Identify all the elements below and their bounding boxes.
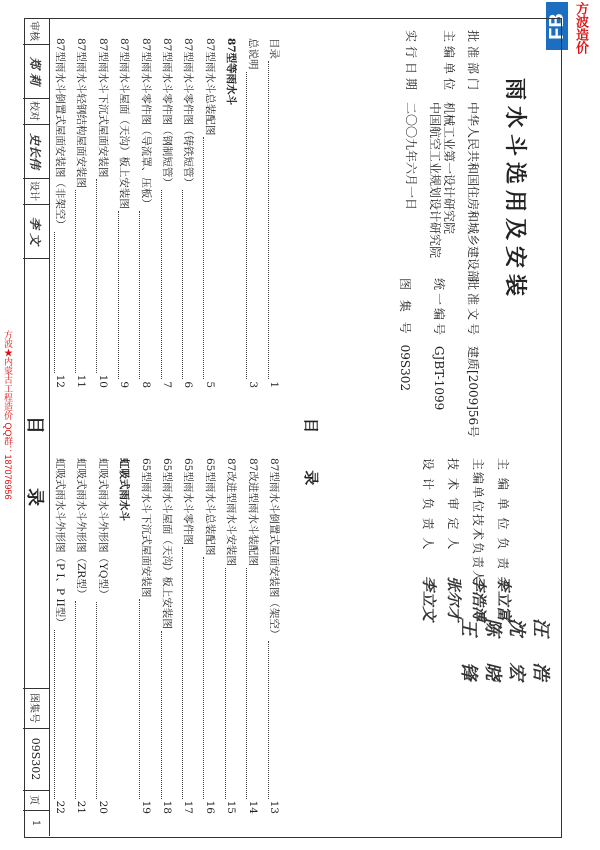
margin-signature: 沈 宏 (506, 618, 527, 691)
toc-entry (156, 38, 177, 388)
title-block (23, 18, 50, 836)
toc-leader-dots (182, 190, 183, 379)
toc-page-number: 19 (139, 800, 152, 814)
toc-leader-dots (139, 599, 140, 798)
check-label: 校对 (23, 98, 49, 125)
editor-row: 主编单位 机械工业第一设计研究院 中国航空工业规划设计研究院 (428, 30, 456, 259)
qq-group-watermark: 方波★内蒙古工程造价 QQ群：187076956 (3, 330, 13, 500)
toc-leader-dots (225, 568, 226, 799)
toc-leader-dots (161, 190, 162, 379)
margin-signature: 王 锋 (458, 618, 479, 691)
toc-entry-title: 虹吸式雨水斗外形图（YQ型） (96, 458, 109, 600)
toc-section-heading (113, 458, 134, 814)
atlas-number: 09S302 (23, 728, 49, 791)
toc-leader-dots (54, 232, 55, 373)
document-title: 雨水斗选用及安装 (502, 78, 528, 303)
toc-entry-title: 87型雨水斗零件图（钢制短管） (160, 38, 173, 188)
unified-no-row: 统一编号GJBT-1099 (432, 278, 446, 411)
toc-leader-dots (161, 631, 162, 799)
signature-name: 李浩溥 (470, 576, 488, 622)
toc-page-number: 7 (160, 381, 173, 388)
atlas-label: 图集号 (23, 688, 49, 729)
toc-entry (134, 38, 155, 388)
toc-page-number: 6 (182, 381, 195, 388)
toc-page-number: 22 (53, 800, 66, 814)
toc-leader-dots (118, 211, 119, 379)
toc-page-number: 14 (246, 800, 259, 814)
toc-entry-title: 65型雨水斗总装配图 (203, 458, 216, 556)
toc-entry (156, 458, 177, 814)
date-row: 实行日期 二〇〇九年六月一日 (404, 30, 418, 211)
review-signature: 郑 莉 (23, 44, 49, 99)
toc-entry (198, 458, 219, 814)
toc-page-number: 8 (139, 381, 152, 388)
toc-entry (177, 38, 198, 388)
toc-entry-title: 87型雨水斗零件图（导流罩、压板） (139, 38, 152, 209)
toc-entry-title: 87型雨水斗倒置式屋面安装图（非架空） (53, 38, 66, 230)
toc-entry (91, 38, 112, 388)
signature-name: 李立文 (420, 576, 438, 622)
toc-leader-dots (75, 601, 76, 798)
approval-dept-row: 批准部门 中华人民共和国住房和城乡建设部 (466, 30, 480, 283)
toc-entry-title: 87型雨水斗轻钢结构屋面安装图 (75, 38, 88, 188)
signature-row (491, 458, 516, 621)
signature-role: 设 计 负 责 人 (421, 458, 435, 552)
design-label: 设计 (23, 178, 49, 205)
toc-entry-title: 87型雨水斗总装配图 (203, 38, 216, 136)
toc-entry-title: 87型等雨水斗 (225, 38, 238, 106)
page-label: 页 (23, 790, 49, 811)
margin-signature: 汪 浩 (530, 618, 551, 691)
signature-row (441, 458, 466, 621)
signature-role: 技 术 审 定 人 (446, 458, 460, 552)
toc-leader-dots (54, 630, 55, 799)
toc-entry-title: 87型雨水斗屋面（天沟）板上安装图 (118, 38, 131, 209)
toc-page-number: 11 (75, 374, 88, 388)
toc-page-number: 5 (203, 381, 216, 388)
signature-row (466, 458, 491, 621)
toc-entry (241, 458, 262, 814)
design-signature: 李 文 (23, 204, 49, 259)
toc-leader-dots (203, 137, 204, 379)
toc-entry (113, 38, 134, 388)
toc-entry-title: 87型雨水斗倒置式屋面安装图（架空） (268, 458, 280, 640)
toc-entry (198, 38, 219, 388)
toc-entry (220, 458, 241, 814)
toc-entry-title: 总说明 (246, 38, 259, 70)
toc-page-number: 21 (75, 800, 88, 814)
brand-watermark: 方波造价 (574, 2, 589, 54)
toc-page-number: 9 (118, 381, 131, 388)
toc-page-number: 1 (268, 381, 280, 388)
toc-entry (49, 38, 70, 388)
toc-entry (263, 458, 284, 814)
signature-name: 张尔才 (445, 576, 463, 622)
toc-entry-title: 87改进型雨水斗安装图 (225, 458, 238, 566)
check-signature: 史长伟 (23, 124, 49, 179)
margin-signatures (456, 618, 552, 690)
toc-entry-title: 目录 (268, 38, 280, 59)
toc-left-column (49, 38, 284, 388)
toc-entry-title: 87改进型雨水斗装配图 (246, 458, 259, 566)
toc-leader-dots (75, 190, 76, 373)
cover-info-right (392, 278, 486, 437)
toc-entry-title: 虹吸式雨水斗 (118, 458, 131, 521)
signature-block (416, 458, 516, 621)
signature-role: 主编单位技术负责人 (471, 458, 485, 585)
cover-info-left (398, 30, 486, 282)
signature-role: 主 编 单 位 负 责 人 (496, 458, 510, 591)
toc-entry-title: 65型雨水斗屋面（天沟）板上安装图 (160, 458, 173, 629)
toc-page-number: 13 (268, 800, 280, 814)
toc-entry-title: 虹吸式雨水斗外形图（P I、P II型） (53, 458, 66, 628)
doc-no-row: 批准文号建质[2009]56号 (466, 278, 480, 438)
fb-logo: FB (546, 2, 568, 50)
sheet-title: 目 录 (23, 258, 49, 689)
drawing-sheet (24, 18, 560, 836)
signature-row (416, 458, 441, 621)
toc-page-number: 16 (203, 800, 216, 814)
atlas-no-row: 图 集 号09S302 (398, 278, 412, 392)
toc-page-number: 20 (96, 800, 109, 814)
toc-leader-dots (268, 61, 269, 379)
toc-entry (177, 458, 198, 814)
toc-right-column (49, 458, 284, 814)
toc-leader-dots (96, 179, 97, 372)
toc-leader-dots (139, 211, 140, 379)
toc-leader-dots (203, 557, 204, 798)
toc-page-number: 15 (225, 800, 238, 814)
toc-page-number: 18 (160, 800, 173, 814)
toc-entry (241, 38, 262, 388)
toc-entry-title: 87型雨水斗零件图（铸铁短管） (182, 38, 195, 188)
toc-section-heading (220, 38, 241, 388)
toc-leader-dots (182, 547, 183, 799)
toc-leader-dots (96, 602, 97, 799)
toc-leader-dots (246, 72, 247, 380)
toc-page-number: 17 (182, 800, 195, 814)
toc-entry (70, 458, 91, 814)
toc-entry (70, 38, 91, 388)
page-number: 1 (30, 819, 42, 827)
toc-leader-dots (246, 568, 247, 799)
toc-entry (263, 38, 284, 388)
signature-name: 李立富 (495, 576, 513, 622)
toc-entry-title: 87型雨水斗下沉式屋面安装图 (96, 38, 109, 178)
toc-entry-title: 65型雨水斗零件图 (182, 458, 195, 545)
review-label: 审核 (23, 18, 49, 45)
toc-page-number: 10 (96, 374, 109, 388)
toc-page-number: 12 (53, 374, 66, 388)
toc-heading: 目 录 (302, 418, 320, 502)
toc-entry-title: 65型雨水斗下沉式屋面安装图 (139, 458, 152, 598)
toc-entry (134, 458, 155, 814)
toc-entry (49, 458, 70, 814)
toc-page-number: 3 (246, 381, 259, 388)
margin-signature: 陈 晓 (482, 618, 503, 691)
toc-leader-dots (268, 641, 269, 798)
toc-entry (91, 458, 112, 814)
toc-entry-title: 虹吸式雨水斗外形图（ZR型） (75, 458, 88, 600)
